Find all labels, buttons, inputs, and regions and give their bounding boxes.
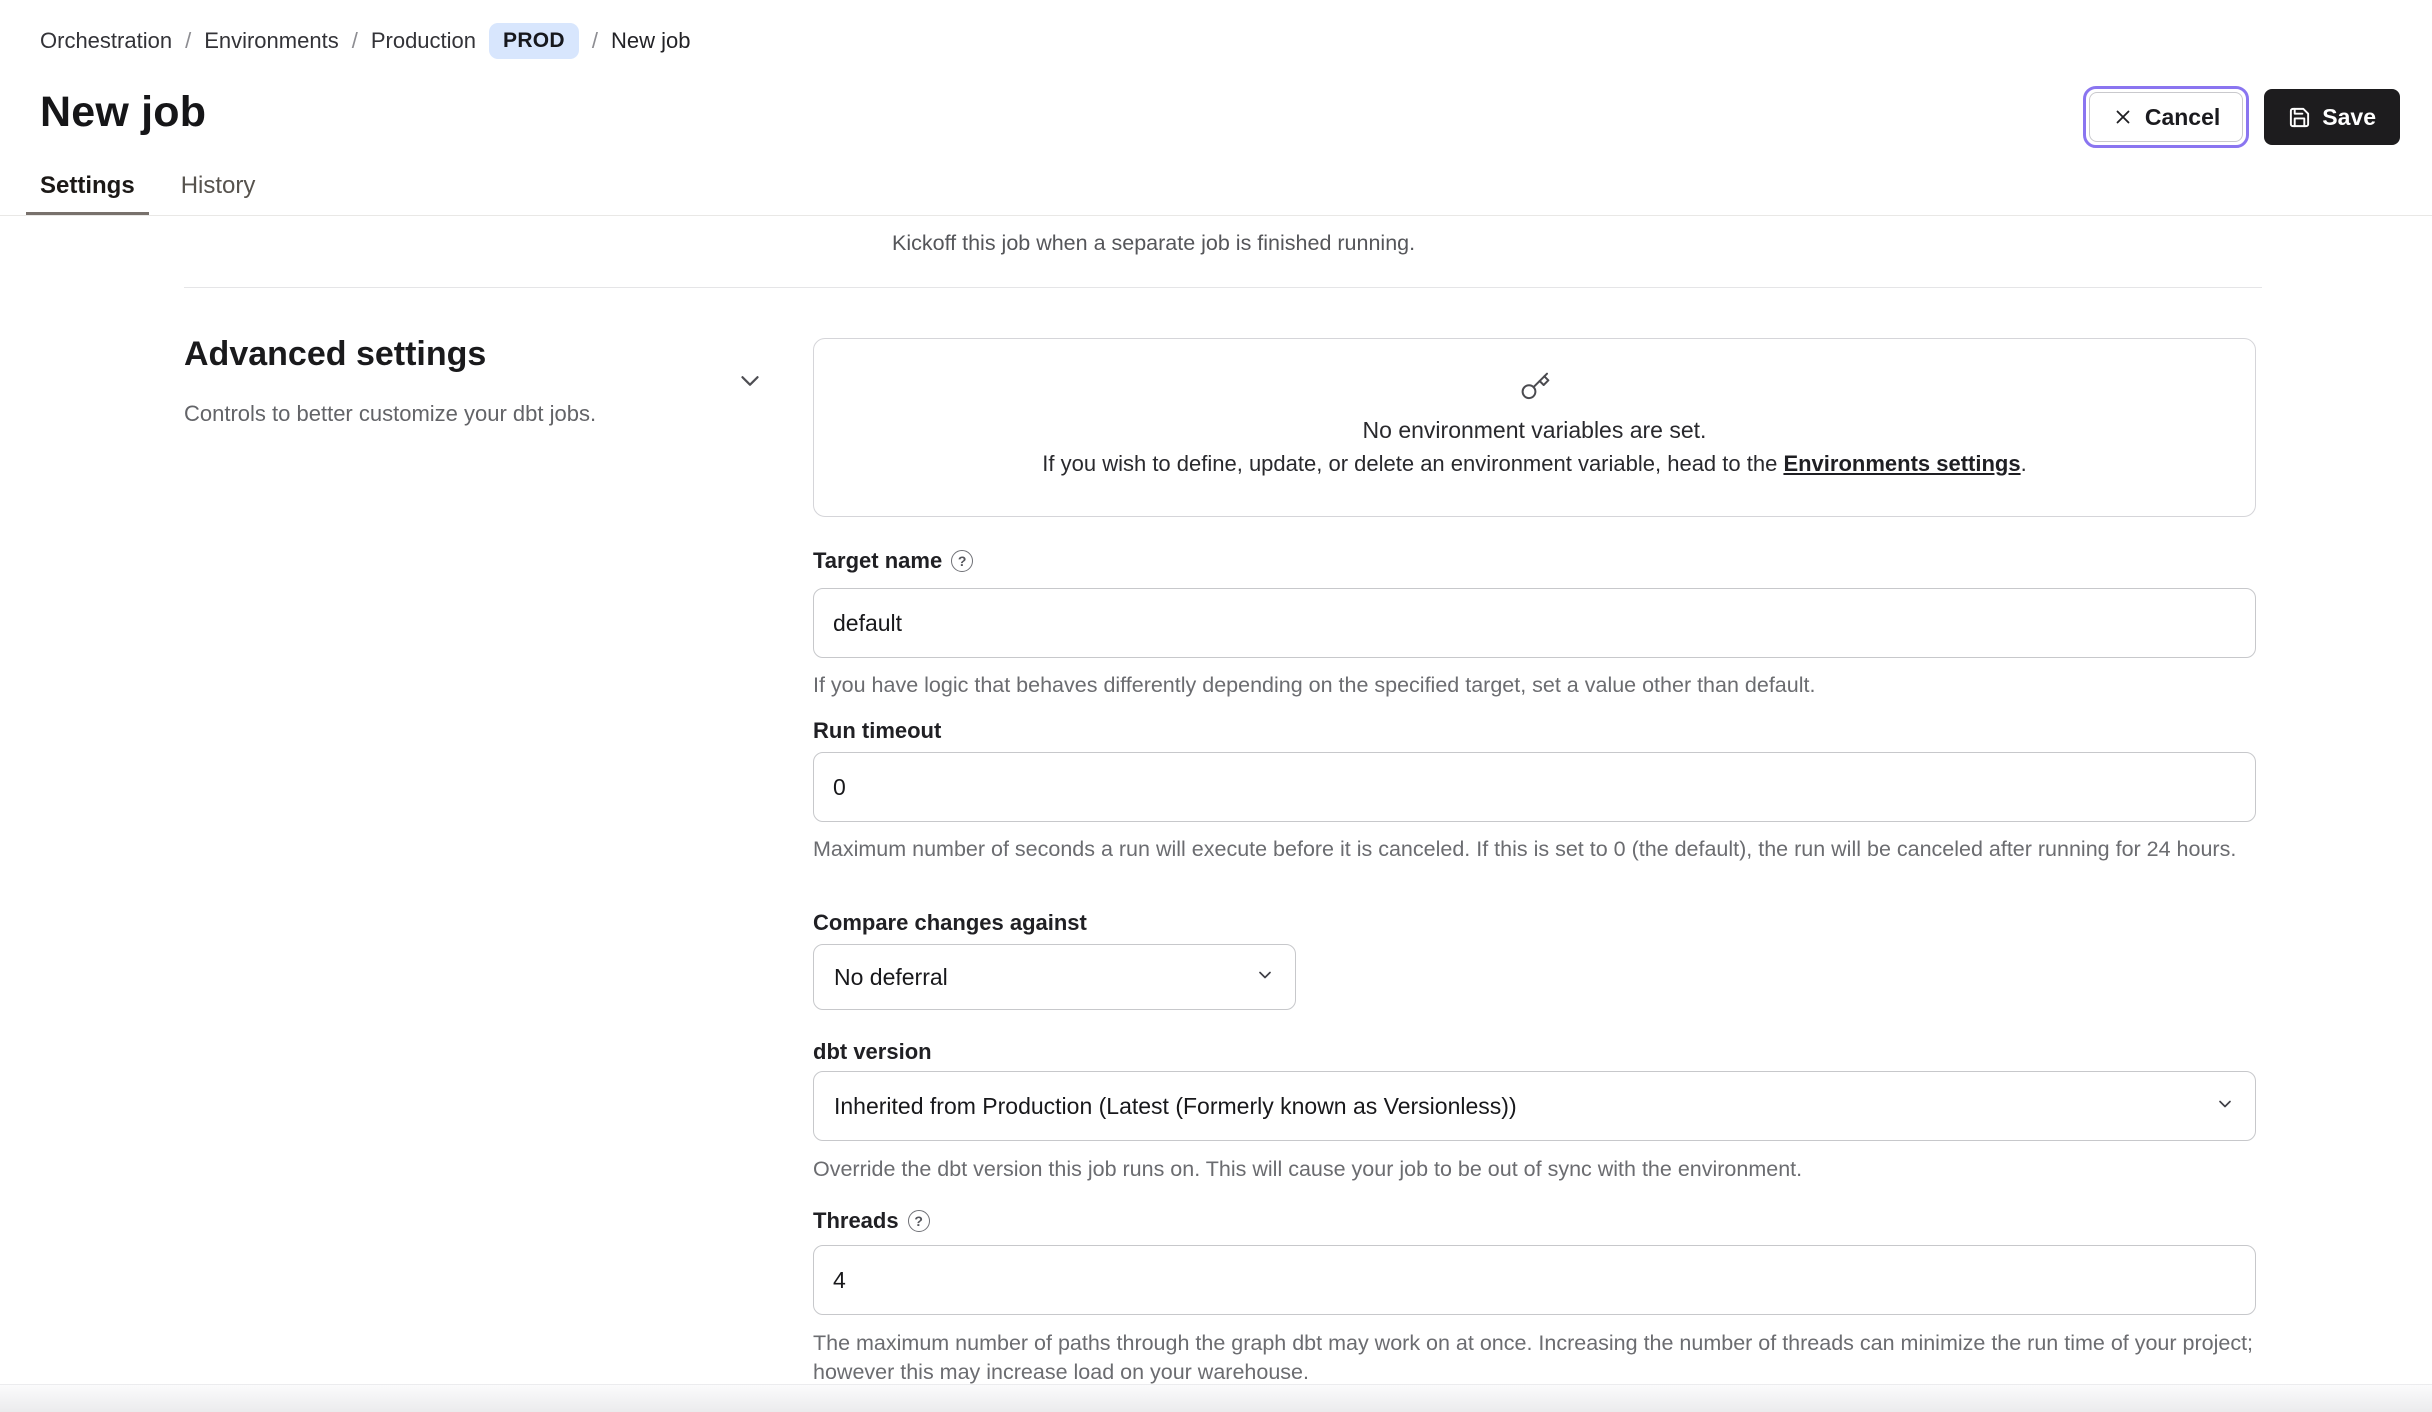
cancel-button[interactable] xyxy=(2089,92,2243,142)
dbt-version-label-text: dbt version xyxy=(813,1039,932,1064)
breadcrumb-separator: / xyxy=(185,28,192,53)
tab-history[interactable]: History xyxy=(180,172,256,199)
breadcrumb-link-production[interactable]: Production xyxy=(370,28,477,53)
compare-changes-selected-value: No deferral xyxy=(834,963,948,990)
compare-changes-select[interactable] xyxy=(813,944,1296,1010)
dbt-version-select[interactable] xyxy=(813,1071,2256,1141)
tab-bar xyxy=(26,172,269,216)
threads-label xyxy=(813,1208,930,1234)
scroll-edge[interactable] xyxy=(0,1384,2432,1412)
threads-label-text: Threads xyxy=(813,1208,899,1233)
target-name-help: If you have logic that behaves differently depending on the specified target, set a value other than default. xyxy=(813,673,1816,697)
breadcrumb-link-orchestration[interactable]: Orchestration xyxy=(40,28,173,53)
run-timeout-label-text: Run timeout xyxy=(813,718,942,743)
trigger-description: Kickoff this job when a separate job is finished running. xyxy=(892,231,1416,255)
dbt-version-help: Override the dbt version this job runs on. This will cause your job to be out of sync with the environment. xyxy=(813,1157,1803,1181)
dbt-version-selected-value: Inherited from Production (Latest (Formerly known as Versionless)) xyxy=(834,1092,1517,1119)
key-icon xyxy=(1519,371,1551,408)
help-icon[interactable]: ? xyxy=(951,550,973,572)
compare-changes-label xyxy=(813,910,1087,936)
tab-bar-border xyxy=(0,215,2432,216)
advanced-settings-subtitle: Controls to better customize your dbt jobs. xyxy=(184,401,597,426)
target-name-label xyxy=(813,548,973,574)
env-vars-help-prefix: If you wish to define, update, or delete an environment variable, head to the xyxy=(1042,451,1784,476)
chevron-down-icon xyxy=(1255,964,1275,991)
save-icon xyxy=(2288,106,2311,129)
save-button-label: Save xyxy=(2322,103,2376,130)
chevron-down-icon[interactable] xyxy=(735,366,765,401)
env-vars-empty-message: No environment variables are set. xyxy=(1362,417,1707,443)
tab-settings[interactable]: Settings xyxy=(26,172,149,216)
breadcrumb xyxy=(40,21,691,61)
threads-input[interactable] xyxy=(813,1245,2256,1315)
help-icon[interactable]: ? xyxy=(908,1210,930,1232)
compare-changes-label-text: Compare changes against xyxy=(813,910,1087,935)
cancel-button-label: Cancel xyxy=(2144,103,2221,130)
chevron-down-icon xyxy=(2215,1093,2235,1120)
cancel-button-focus-ring xyxy=(2083,86,2249,148)
breadcrumb-separator: / xyxy=(351,28,358,53)
target-name-label-text: Target name xyxy=(813,548,943,573)
environment-badge[interactable]: PROD xyxy=(489,23,579,59)
breadcrumb-current: New job xyxy=(611,28,691,53)
run-timeout-input[interactable] xyxy=(813,752,2256,822)
save-button[interactable] xyxy=(2264,89,2400,145)
close-icon xyxy=(2112,106,2134,128)
page-title: New job xyxy=(40,88,207,136)
run-timeout-label xyxy=(813,718,941,744)
target-name-input[interactable] xyxy=(813,588,2256,658)
breadcrumb-separator: / xyxy=(591,28,599,53)
dbt-version-label xyxy=(813,1039,932,1065)
env-vars-help-suffix: . xyxy=(2020,451,2027,476)
advanced-settings-title: Advanced settings xyxy=(184,335,487,373)
environment-variables-panel xyxy=(813,338,2256,517)
section-divider xyxy=(184,287,2262,288)
threads-help: The maximum number of paths through the graph dbt may work on at once. Increasing the number of threads can minimize the run time of your project; however this may increase load on your warehouse. xyxy=(813,1331,2254,1385)
run-timeout-help: Maximum number of seconds a run will execute before it is canceled. If this is set to 0 (the default), the run will be canceled after running for 24 hours. xyxy=(813,837,2237,861)
environments-settings-link[interactable]: Environments settings xyxy=(1783,451,2021,476)
env-vars-help-line xyxy=(1042,451,2026,477)
header-actions xyxy=(2083,85,2400,149)
breadcrumb-link-environments[interactable]: Environments xyxy=(204,28,339,53)
